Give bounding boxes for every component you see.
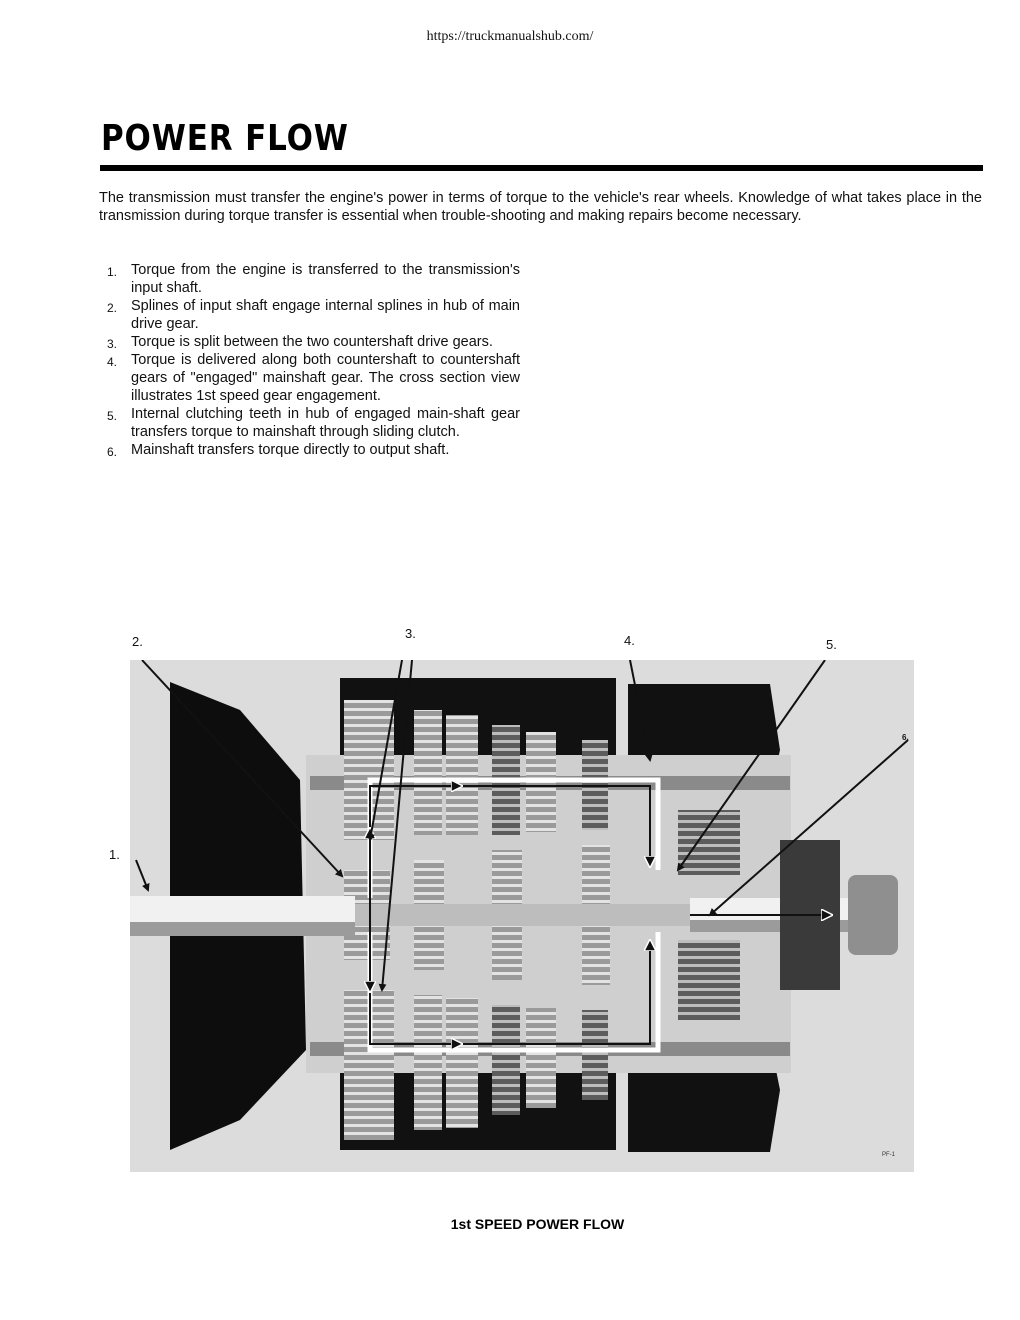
title-rule <box>100 165 983 171</box>
step-4 <box>104 351 520 405</box>
output-yoke <box>848 875 898 955</box>
cs-gear-lower-2 <box>414 995 442 1130</box>
step-6 <box>104 441 520 459</box>
input-shaft-shade <box>130 922 355 936</box>
step-5 <box>104 405 520 441</box>
callout-5: 5. <box>826 637 837 652</box>
step-3 <box>104 333 520 351</box>
cs-gear-lower-6 <box>582 1010 608 1100</box>
figure-code: PF-1 <box>882 1152 896 1158</box>
step-text: Torque is split between the two countershaft drive gears. <box>131 334 493 350</box>
step-text: Torque is delivered along both countershaft to countershaft gears of "engaged" mainshaft gear. The cross section view illustrates 1st speed gear engagement. <box>131 352 520 404</box>
page-title: POWER FLOW <box>101 118 349 159</box>
step-text: Torque from the engine is transferred to the transmission's input shaft. <box>131 262 520 296</box>
callout-4: 4. <box>624 633 635 648</box>
callout-6: 6. <box>902 733 909 742</box>
step-number: 6. <box>107 445 118 459</box>
step-text: Mainshaft transfers torque directly to output shaft. <box>131 442 450 458</box>
transmission-cross-section <box>130 660 914 1172</box>
step-number: 3. <box>107 337 118 351</box>
cs-gear-lower-3 <box>446 998 478 1128</box>
step-number: 4. <box>107 355 118 369</box>
cs-gear-upper-3 <box>446 715 478 835</box>
power-flow-steps <box>104 261 520 459</box>
step-text: Splines of input shaft engage internal splines in hub of main drive gear. <box>131 298 520 332</box>
cs-gear-upper-2 <box>414 710 442 835</box>
callout-3: 3. <box>405 626 416 641</box>
cs-gear-lower-5 <box>526 1008 556 1108</box>
aux-gear-upper <box>678 810 740 875</box>
step-2 <box>104 297 520 333</box>
step-number: 1. <box>107 265 118 279</box>
step-number: 2. <box>107 301 118 315</box>
step-number: 5. <box>107 409 118 423</box>
cs-gear-lower-4 <box>492 1005 520 1115</box>
figure-caption: 1st SPEED POWER FLOW <box>450 1216 625 1232</box>
step-text: Internal clutching teeth in hub of engaged main-shaft gear transfers torque to mainshaft through sliding clutch. <box>131 406 520 440</box>
intro-paragraph: The transmission must transfer the engine's power in terms of torque to the vehicle's rear wheels. Knowledge of what takes place in the transmission during torque transfer is essential when trouble-shooting and making repairs become necessary. <box>99 190 982 224</box>
callout-1: 1. <box>109 847 120 862</box>
step-1 <box>104 261 520 297</box>
aux-gear-lower <box>678 940 740 1020</box>
callout-2: 2. <box>132 634 143 649</box>
source-url: https://truckmanualshub.com/ <box>426 29 594 44</box>
